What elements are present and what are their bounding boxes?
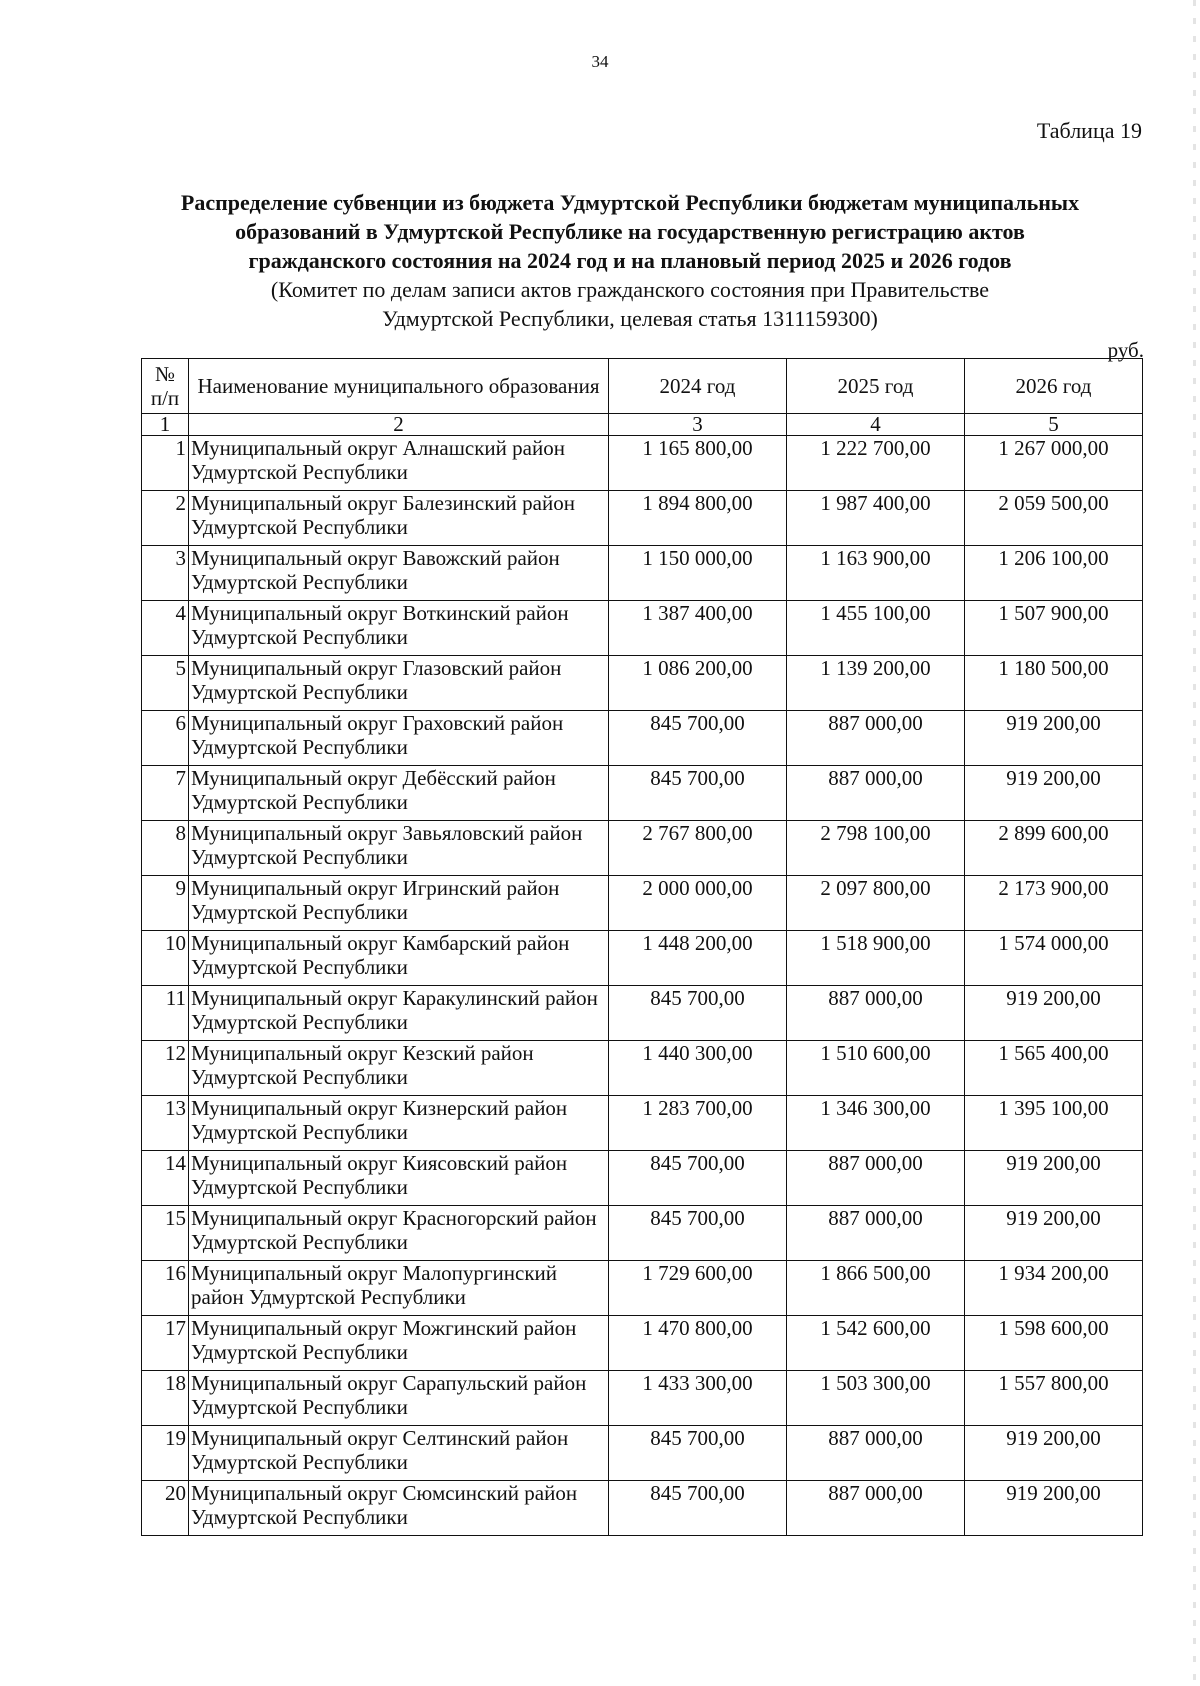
amount-2025: 1 510 600,00 bbox=[787, 1041, 965, 1096]
row-number: 15 bbox=[142, 1206, 189, 1261]
row-number: 3 bbox=[142, 546, 189, 601]
amount-2026: 1 206 100,00 bbox=[965, 546, 1143, 601]
amount-2026: 2 173 900,00 bbox=[965, 876, 1143, 931]
document-title bbox=[120, 188, 1140, 333]
row-number: 10 bbox=[142, 931, 189, 986]
row-number: 19 bbox=[142, 1426, 189, 1481]
table-row bbox=[142, 931, 1143, 986]
table-row bbox=[142, 986, 1143, 1041]
municipality-name: Муниципальный округ Глазовский район Удмуртской Республики bbox=[189, 656, 609, 711]
municipality-name: Муниципальный округ Игринский район Удмуртской Республики bbox=[189, 876, 609, 931]
column-number: 2 bbox=[189, 414, 609, 436]
amount-2024: 1 470 800,00 bbox=[609, 1316, 787, 1371]
column-number: 1 bbox=[142, 414, 189, 436]
table-row bbox=[142, 656, 1143, 711]
amount-2024: 1 729 600,00 bbox=[609, 1261, 787, 1316]
row-number: 14 bbox=[142, 1151, 189, 1206]
title-line-2: образований в Удмуртской Республике на государственную регистрацию актов bbox=[235, 219, 1025, 244]
header-2025: 2025 год bbox=[787, 359, 965, 414]
title-line-3: гражданского состояния на 2024 год и на плановый период 2025 и 2026 годов bbox=[248, 248, 1012, 273]
amount-2025: 1 346 300,00 bbox=[787, 1096, 965, 1151]
amount-2024: 1 440 300,00 bbox=[609, 1041, 787, 1096]
amount-2024: 845 700,00 bbox=[609, 1481, 787, 1536]
municipality-name: Муниципальный округ Камбарский район Удмуртской Республики bbox=[189, 931, 609, 986]
municipality-name: Муниципальный округ Завьяловский район Удмуртской Республики bbox=[189, 821, 609, 876]
header-2026: 2026 год bbox=[965, 359, 1143, 414]
municipality-name: Муниципальный округ Дебёсский район Удмуртской Республики bbox=[189, 766, 609, 821]
amount-2026: 919 200,00 bbox=[965, 711, 1143, 766]
row-number: 7 bbox=[142, 766, 189, 821]
amount-2025: 1 163 900,00 bbox=[787, 546, 965, 601]
municipality-name: Муниципальный округ Кизнерский район Удмуртской Республики bbox=[189, 1096, 609, 1151]
municipality-name: Муниципальный округ Селтинский район Удмуртской Республики bbox=[189, 1426, 609, 1481]
municipality-name: Муниципальный округ Малопургинский район Удмуртской Республики bbox=[189, 1261, 609, 1316]
column-number: 4 bbox=[787, 414, 965, 436]
amount-2025: 887 000,00 bbox=[787, 1206, 965, 1261]
amount-2026: 1 934 200,00 bbox=[965, 1261, 1143, 1316]
table-label: Таблица 19 bbox=[1036, 118, 1142, 143]
row-number: 1 bbox=[142, 436, 189, 491]
header-2024: 2024 год bbox=[609, 359, 787, 414]
header-num: № п/п bbox=[142, 359, 189, 414]
header-name: Наименование муниципального образования bbox=[189, 359, 609, 414]
amount-2024: 1 086 200,00 bbox=[609, 656, 787, 711]
amount-2025: 887 000,00 bbox=[787, 711, 965, 766]
amount-2026: 919 200,00 bbox=[965, 1151, 1143, 1206]
currency-unit: руб. bbox=[1107, 338, 1144, 362]
amount-2025: 1 987 400,00 bbox=[787, 491, 965, 546]
subtitle-line-1: (Комитет по делам записи актов гражданского состояния при Правительстве bbox=[270, 277, 990, 302]
amount-2026: 919 200,00 bbox=[965, 1481, 1143, 1536]
municipality-name: Муниципальный округ Красногорский район Удмуртской Республики bbox=[189, 1206, 609, 1261]
table-row bbox=[142, 711, 1143, 766]
row-number: 6 bbox=[142, 711, 189, 766]
amount-2025: 887 000,00 bbox=[787, 986, 965, 1041]
subvention-table bbox=[141, 358, 1143, 1536]
amount-2026: 919 200,00 bbox=[965, 1426, 1143, 1481]
table-row bbox=[142, 1096, 1143, 1151]
amount-2026: 1 574 000,00 bbox=[965, 931, 1143, 986]
municipality-name: Муниципальный округ Каракулинский район Удмуртской Республики bbox=[189, 986, 609, 1041]
table-row bbox=[142, 491, 1143, 546]
column-number: 3 bbox=[609, 414, 787, 436]
title-line-1: Распределение субвенции из бюджета Удмуртской Республики бюджетам муниципальных bbox=[180, 190, 1080, 215]
table-row bbox=[142, 436, 1143, 491]
amount-2025: 1 222 700,00 bbox=[787, 436, 965, 491]
amount-2026: 1 565 400,00 bbox=[965, 1041, 1143, 1096]
amount-2024: 1 387 400,00 bbox=[609, 601, 787, 656]
table-row bbox=[142, 766, 1143, 821]
row-number: 17 bbox=[142, 1316, 189, 1371]
column-number-row bbox=[142, 414, 1143, 436]
amount-2026: 1 557 800,00 bbox=[965, 1371, 1143, 1426]
amount-2024: 2 000 000,00 bbox=[609, 876, 787, 931]
amount-2026: 2 059 500,00 bbox=[965, 491, 1143, 546]
municipality-name: Муниципальный округ Граховский район Удмуртской Республики bbox=[189, 711, 609, 766]
municipality-name: Муниципальный округ Сарапульский район Удмуртской Республики bbox=[189, 1371, 609, 1426]
amount-2024: 1 433 300,00 bbox=[609, 1371, 787, 1426]
subtitle-line-2: Удмуртской Республики, целевая статья 1311159300) bbox=[382, 306, 878, 331]
amount-2026: 1 598 600,00 bbox=[965, 1316, 1143, 1371]
table-row bbox=[142, 1206, 1143, 1261]
municipality-name: Муниципальный округ Можгинский район Удмуртской Республики bbox=[189, 1316, 609, 1371]
amount-2024: 1 165 800,00 bbox=[609, 436, 787, 491]
amount-2025: 887 000,00 bbox=[787, 766, 965, 821]
municipality-name: Муниципальный округ Вавожский район Удмуртской Республики bbox=[189, 546, 609, 601]
amount-2025: 2 097 800,00 bbox=[787, 876, 965, 931]
row-number: 4 bbox=[142, 601, 189, 656]
amount-2024: 845 700,00 bbox=[609, 1151, 787, 1206]
page-number: 34 bbox=[591, 52, 609, 71]
amount-2024: 1 283 700,00 bbox=[609, 1096, 787, 1151]
municipality-name: Муниципальный округ Алнашский район Удмуртской Республики bbox=[189, 436, 609, 491]
municipality-name: Муниципальный округ Сюмсинский район Удмуртской Республики bbox=[189, 1481, 609, 1536]
amount-2024: 845 700,00 bbox=[609, 1426, 787, 1481]
row-number: 2 bbox=[142, 491, 189, 546]
row-number: 20 bbox=[142, 1481, 189, 1536]
table-row bbox=[142, 1151, 1143, 1206]
table-row bbox=[142, 1316, 1143, 1371]
column-number: 5 bbox=[965, 414, 1143, 436]
row-number: 9 bbox=[142, 876, 189, 931]
amount-2025: 887 000,00 bbox=[787, 1151, 965, 1206]
row-number: 8 bbox=[142, 821, 189, 876]
amount-2025: 887 000,00 bbox=[787, 1481, 965, 1536]
scan-edge-artifact bbox=[1193, 0, 1196, 1686]
amount-2025: 887 000,00 bbox=[787, 1426, 965, 1481]
amount-2026: 1 267 000,00 bbox=[965, 436, 1143, 491]
amount-2025: 1 542 600,00 bbox=[787, 1316, 965, 1371]
amount-2025: 1 866 500,00 bbox=[787, 1261, 965, 1316]
table-row bbox=[142, 1261, 1143, 1316]
municipality-name: Муниципальный округ Киясовский район Удмуртской Республики bbox=[189, 1151, 609, 1206]
amount-2026: 1 395 100,00 bbox=[965, 1096, 1143, 1151]
table-row bbox=[142, 1481, 1143, 1536]
amount-2025: 1 503 300,00 bbox=[787, 1371, 965, 1426]
amount-2026: 2 899 600,00 bbox=[965, 821, 1143, 876]
row-number: 18 bbox=[142, 1371, 189, 1426]
row-number: 13 bbox=[142, 1096, 189, 1151]
amount-2024: 1 150 000,00 bbox=[609, 546, 787, 601]
row-number: 11 bbox=[142, 986, 189, 1041]
amount-2026: 1 180 500,00 bbox=[965, 656, 1143, 711]
amount-2024: 1 448 200,00 bbox=[609, 931, 787, 986]
table-row bbox=[142, 1041, 1143, 1096]
amount-2026: 919 200,00 bbox=[965, 1206, 1143, 1261]
table-row bbox=[142, 1371, 1143, 1426]
row-number: 16 bbox=[142, 1261, 189, 1316]
table-row bbox=[142, 601, 1143, 656]
amount-2025: 1 455 100,00 bbox=[787, 601, 965, 656]
row-number: 12 bbox=[142, 1041, 189, 1096]
amount-2024: 845 700,00 bbox=[609, 986, 787, 1041]
amount-2025: 1 518 900,00 bbox=[787, 931, 965, 986]
amount-2025: 1 139 200,00 bbox=[787, 656, 965, 711]
amount-2024: 845 700,00 bbox=[609, 766, 787, 821]
amount-2026: 919 200,00 bbox=[965, 986, 1143, 1041]
amount-2024: 2 767 800,00 bbox=[609, 821, 787, 876]
table-row bbox=[142, 1426, 1143, 1481]
table-row bbox=[142, 821, 1143, 876]
municipality-name: Муниципальный округ Воткинский район Удмуртской Республики bbox=[189, 601, 609, 656]
amount-2025: 2 798 100,00 bbox=[787, 821, 965, 876]
header-row bbox=[142, 359, 1143, 414]
table-row bbox=[142, 876, 1143, 931]
amount-2024: 845 700,00 bbox=[609, 1206, 787, 1261]
amount-2024: 1 894 800,00 bbox=[609, 491, 787, 546]
row-number: 5 bbox=[142, 656, 189, 711]
table-row bbox=[142, 546, 1143, 601]
municipality-name: Муниципальный округ Кезский район Удмуртской Республики bbox=[189, 1041, 609, 1096]
amount-2026: 919 200,00 bbox=[965, 766, 1143, 821]
amount-2026: 1 507 900,00 bbox=[965, 601, 1143, 656]
municipality-name: Муниципальный округ Балезинский район Удмуртской Республики bbox=[189, 491, 609, 546]
amount-2024: 845 700,00 bbox=[609, 711, 787, 766]
